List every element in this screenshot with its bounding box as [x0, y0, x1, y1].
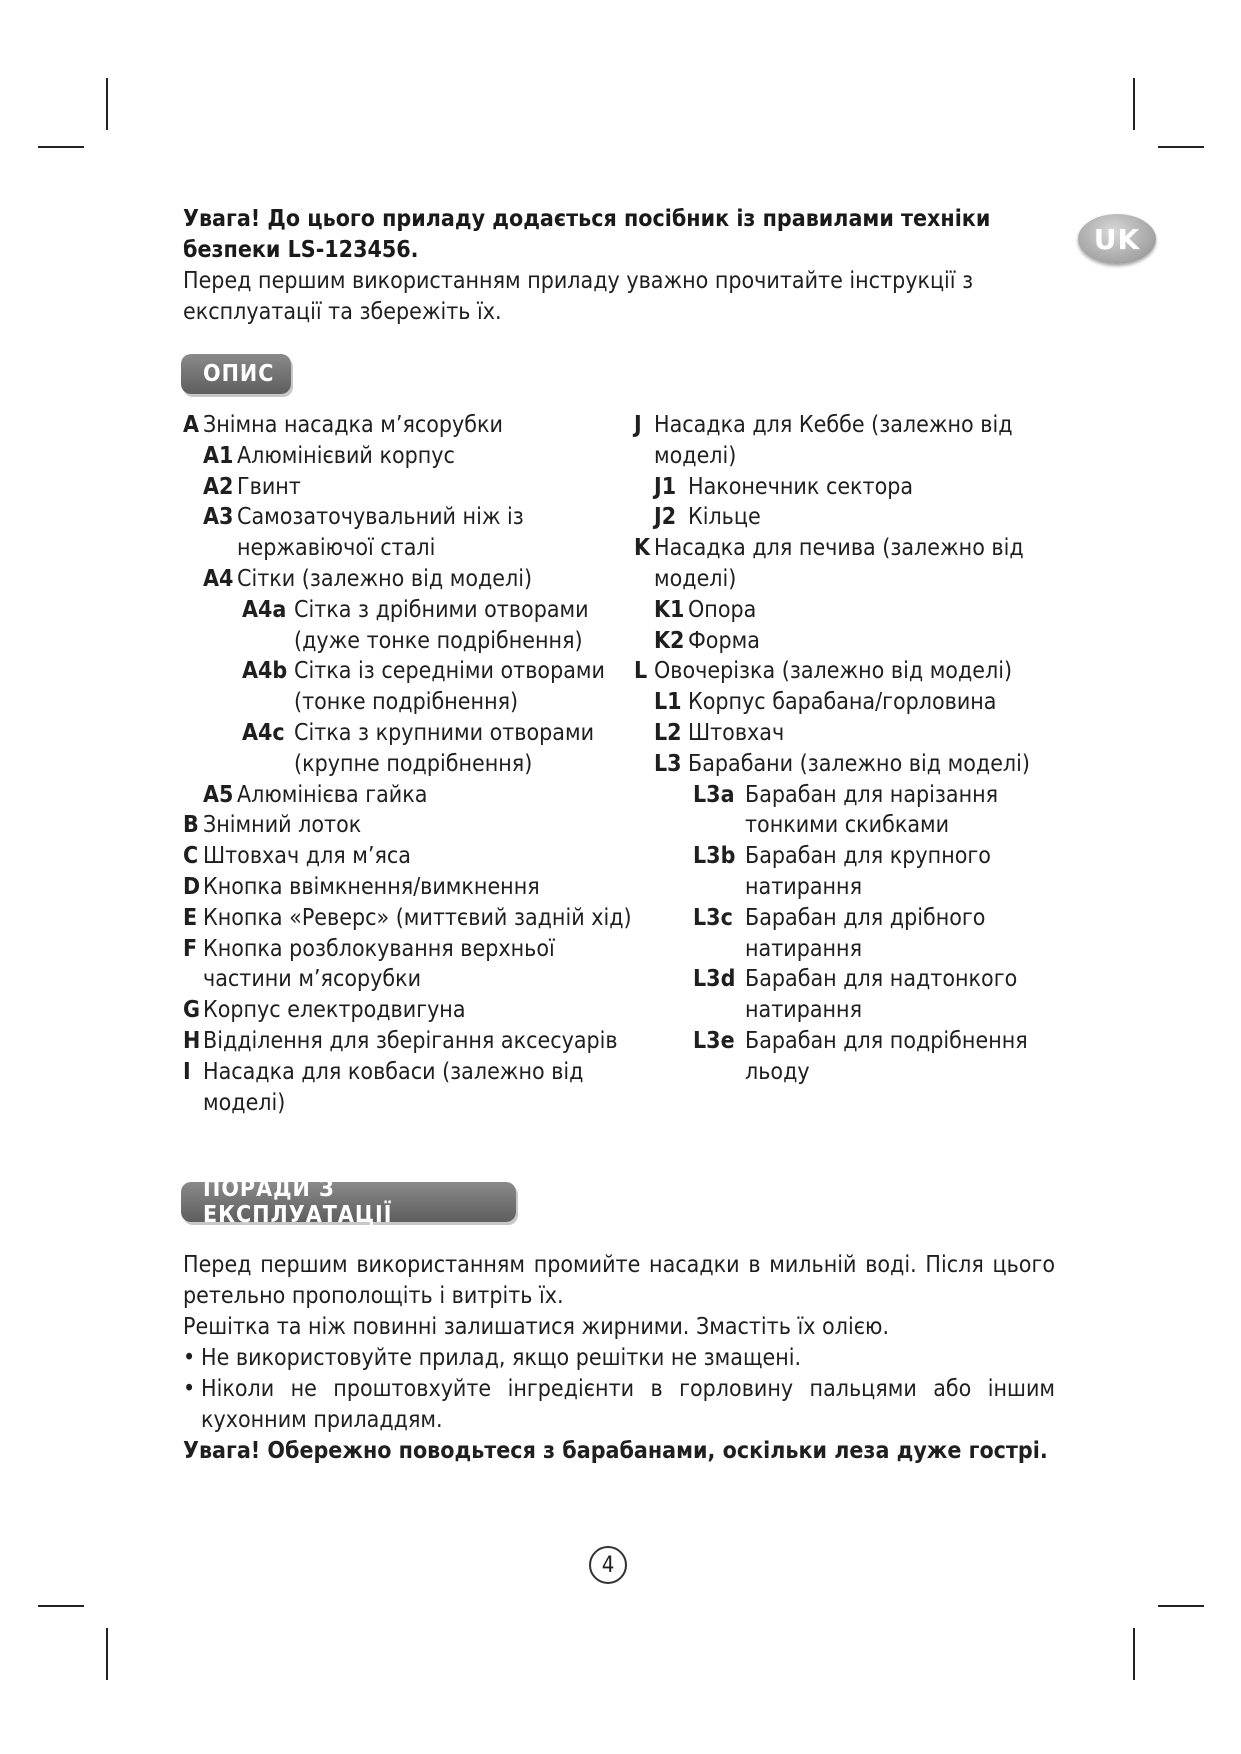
- item-text: Насадка для ковбаси (залежно від моделі): [203, 1058, 584, 1116]
- bullet-symbol: •: [183, 1376, 196, 1402]
- section-title-tips: ПОРАДИ З ЕКСПЛУАТАЦІЇ: [181, 1182, 516, 1222]
- item-code: L3d: [693, 966, 736, 993]
- description-item: [654, 595, 1074, 626]
- item-code: A: [183, 412, 200, 438]
- description-item: [203, 564, 633, 595]
- description-item: [693, 1026, 1074, 1088]
- item-code: A3: [203, 504, 234, 531]
- description-item: [183, 934, 633, 996]
- crop-mark: [38, 146, 84, 148]
- item-text: Барабан для нарізання тонкими скибками: [745, 781, 999, 839]
- item-text: Сітка із середніми отворами (тонке подрібнення): [294, 658, 605, 716]
- tips-paragraph: Перед першим використанням промийте насадки в мильній воді. Після цього ретельно прополощіть і витріть їх.: [183, 1252, 1055, 1309]
- item-text: Відділення для зберігання аксесуарів: [203, 1027, 618, 1054]
- item-text: Знімна насадка м’ясорубки: [203, 412, 503, 438]
- description-item: [693, 964, 1074, 1026]
- description-item: [203, 502, 633, 564]
- item-code: L3e: [693, 1027, 735, 1054]
- item-code: J1: [654, 473, 677, 500]
- description-item: [634, 410, 1074, 472]
- crop-mark: [38, 1605, 84, 1607]
- item-code: A4b: [242, 658, 288, 685]
- item-code: L: [634, 658, 648, 685]
- description-item: [203, 472, 633, 503]
- page-number: 4: [589, 1546, 627, 1584]
- description-item: [693, 780, 1074, 842]
- item-text: Наконечник сектора: [688, 473, 914, 500]
- description-item: [634, 533, 1074, 595]
- intro-block: [183, 204, 1083, 328]
- item-text: Барабан для надтонкого натирання: [745, 966, 1018, 1024]
- crop-mark: [1133, 1628, 1135, 1680]
- item-text: Сітки (залежно від моделі): [237, 565, 533, 592]
- item-code: A1: [203, 442, 234, 469]
- description-item: [654, 687, 1074, 718]
- section-title-description: ОПИС: [181, 354, 291, 394]
- description-item: [242, 656, 633, 718]
- item-code: J: [634, 412, 642, 438]
- item-code: J2: [654, 504, 677, 531]
- item-code: D: [183, 873, 201, 900]
- item-text: Штовхач для м’яса: [203, 843, 411, 870]
- description-item: [654, 502, 1074, 533]
- item-text: Кнопка «Реверс» (миттєвий задній хід): [203, 904, 632, 931]
- description-item: [654, 749, 1074, 780]
- blade-warning: Увага! Обережно поводьтеся з барабанами, оскільки леза дуже гострі.: [183, 1438, 1048, 1464]
- item-code: I: [183, 1058, 191, 1085]
- item-text: Корпус електродвигуна: [203, 997, 466, 1024]
- bullet-symbol: •: [183, 1345, 196, 1371]
- item-text: Кнопка розблокування верхньої частини м’ясорубки: [203, 935, 555, 993]
- language-badge: UK: [1078, 214, 1156, 264]
- description-item: [242, 718, 633, 780]
- description-item: [183, 410, 633, 441]
- item-text: Барабан для подрібнення льоду: [745, 1027, 1028, 1085]
- description-item: [183, 872, 633, 903]
- description-item: [634, 656, 1074, 687]
- item-code: L3a: [693, 781, 735, 808]
- description-item: [693, 841, 1074, 903]
- item-code: F: [183, 935, 198, 962]
- description-item: [654, 718, 1074, 749]
- item-text: Штовхач: [688, 719, 785, 746]
- safety-warning: Увага! До цього приладу додається посібник із правилами техніки безпеки LS-123456.: [183, 206, 991, 263]
- description-item: [654, 626, 1074, 657]
- description-list-right: [634, 410, 1074, 1088]
- item-text: Гвинт: [237, 473, 301, 500]
- tips-block: [183, 1250, 1055, 1467]
- crop-mark: [106, 78, 108, 130]
- item-code: K: [634, 535, 651, 562]
- item-code: A2: [203, 473, 234, 500]
- item-text: Алюмінієва гайка: [237, 781, 428, 808]
- tips-bullet: [183, 1343, 1055, 1374]
- tips-paragraph: Решітка та ніж повинні залишатися жирними. Змастіть їх олією.: [183, 1314, 890, 1340]
- item-text: Опора: [688, 596, 757, 623]
- description-item: [183, 810, 633, 841]
- item-code: A5: [203, 781, 234, 808]
- item-text: Сітка з крупними отворами (крупне подрібнення): [294, 719, 595, 777]
- item-text: Барабан для дрібного натирання: [745, 904, 986, 962]
- description-item: [183, 903, 633, 934]
- crop-mark: [1158, 146, 1204, 148]
- item-code: G: [183, 997, 200, 1024]
- tips-bullet-text: Не використовуйте прилад, якщо решітки не змащені.: [201, 1345, 802, 1371]
- item-text: Самозаточувальний ніж із нержавіючої сталі: [237, 504, 524, 562]
- item-text: Форма: [688, 627, 760, 654]
- intro-instruction: Перед першим використанням приладу уважно прочитайте інструкції з експлуатації та збережіть їх.: [183, 268, 974, 325]
- description-item: [183, 841, 633, 872]
- crop-mark: [1158, 1605, 1204, 1607]
- item-code: L2: [654, 719, 682, 746]
- description-item: [242, 595, 633, 657]
- item-text: Насадка для печива (залежно від моделі): [654, 535, 1024, 592]
- item-code: H: [183, 1027, 201, 1054]
- item-text: Барабан для крупного натирання: [745, 843, 991, 900]
- description-item: [183, 1026, 633, 1057]
- description-item: [203, 780, 633, 811]
- item-text: Знімний лоток: [203, 812, 362, 839]
- item-text: Насадка для Кеббе (залежно від моделі): [654, 412, 1013, 469]
- item-text: Барабани (залежно від моделі): [688, 750, 1030, 777]
- item-code: K1: [654, 596, 685, 623]
- item-text: Алюмінієвий корпус: [237, 442, 455, 469]
- item-text: Кнопка ввімкнення/вимкнення: [203, 873, 540, 900]
- item-code: B: [183, 812, 199, 839]
- description-item: [693, 903, 1074, 965]
- item-text: Корпус барабана/горловина: [688, 689, 997, 716]
- tips-bullet: [183, 1374, 1055, 1436]
- item-text: Овочерізка (залежно від моделі): [654, 658, 1013, 685]
- item-code: L3: [654, 750, 682, 777]
- item-code: C: [183, 843, 199, 870]
- item-code: L3b: [693, 843, 736, 870]
- item-code: K2: [654, 627, 685, 654]
- description-item: [203, 441, 633, 472]
- item-code: A4a: [242, 596, 287, 623]
- item-code: E: [183, 904, 198, 931]
- tips-bullet-text: Ніколи не проштовхуйте інгредієнти в горловину пальцями або іншим кухонним приладдям.: [201, 1376, 1055, 1433]
- description-item: [183, 995, 633, 1026]
- description-item: [183, 1057, 633, 1119]
- item-code: A4: [203, 565, 234, 592]
- item-text: Кільце: [688, 504, 761, 531]
- description-list-left: [183, 410, 633, 1118]
- item-code: L1: [654, 689, 682, 716]
- description-item: [654, 472, 1074, 503]
- crop-mark: [106, 1628, 108, 1680]
- crop-mark: [1133, 78, 1135, 130]
- item-code: A4c: [242, 719, 285, 746]
- item-text: Сітка з дрібними отворами (дуже тонке подрібнення): [294, 596, 589, 654]
- item-code: L3c: [693, 904, 733, 931]
